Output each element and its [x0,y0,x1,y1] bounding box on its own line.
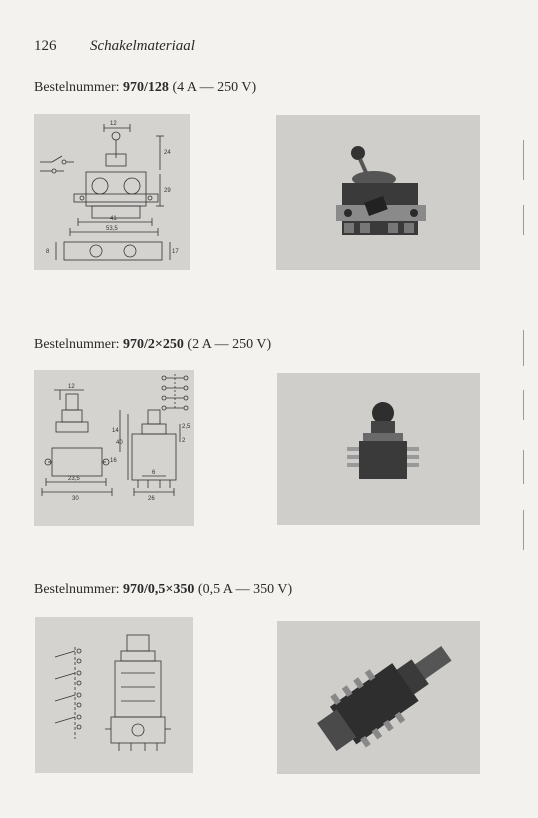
dimension-label: 26 [148,496,155,502]
dimension-label: 40 [116,440,123,446]
toggle-switch-drawing [34,114,190,270]
order-spec: (0,5 A — 350 V) [197,582,293,597]
order-number: 970/128 [123,80,169,95]
dimension-label: 2,5 [182,424,191,430]
edge-mark [523,510,524,550]
dimension-label: 30 [72,496,79,502]
order-number: 970/2×250 [123,337,184,352]
dimension-label: 24 [164,150,171,156]
dimension-label: 8 [46,249,50,255]
edge-mark [523,330,524,366]
order-number: 970/0,5×350 [123,582,195,597]
dimension-label: 12 [110,121,117,127]
edge-mark [523,140,524,180]
dimension-label: 17 [172,249,179,255]
dimension-label: 6 [152,470,156,476]
pushbutton-switch-drawing [34,370,194,526]
order-line-3 [34,582,292,598]
dimension-label: 2 [182,438,186,444]
dimension-label: 23,5 [68,476,80,482]
toggle-switch-photo [276,115,480,270]
pushbutton-switch-photo [277,373,480,525]
edge-mark [523,450,524,484]
dimension-label: 53,5 [106,226,118,232]
order-label: Bestelnummer: [34,80,120,95]
order-spec: (2 A — 250 V) [187,337,272,352]
edge-mark [523,205,524,235]
order-line-2 [34,337,271,353]
running-title: Schakelmateriaal [90,38,195,54]
dimension-label: 16 [110,458,117,464]
multi-contact-switch-drawing [35,617,193,773]
dimension-label: 12 [68,384,75,390]
order-line-1 [34,80,256,96]
page-number: 126 [34,38,57,54]
edge-mark [523,390,524,420]
dimension-label: 41 [110,216,117,222]
dimension-label: 29 [164,188,171,194]
multi-contact-switch-photo [277,621,480,774]
order-spec: (4 A — 250 V) [172,80,257,95]
order-label: Bestelnummer: [34,582,120,597]
dimension-label: 14 [112,428,119,434]
order-label: Bestelnummer: [34,337,120,352]
